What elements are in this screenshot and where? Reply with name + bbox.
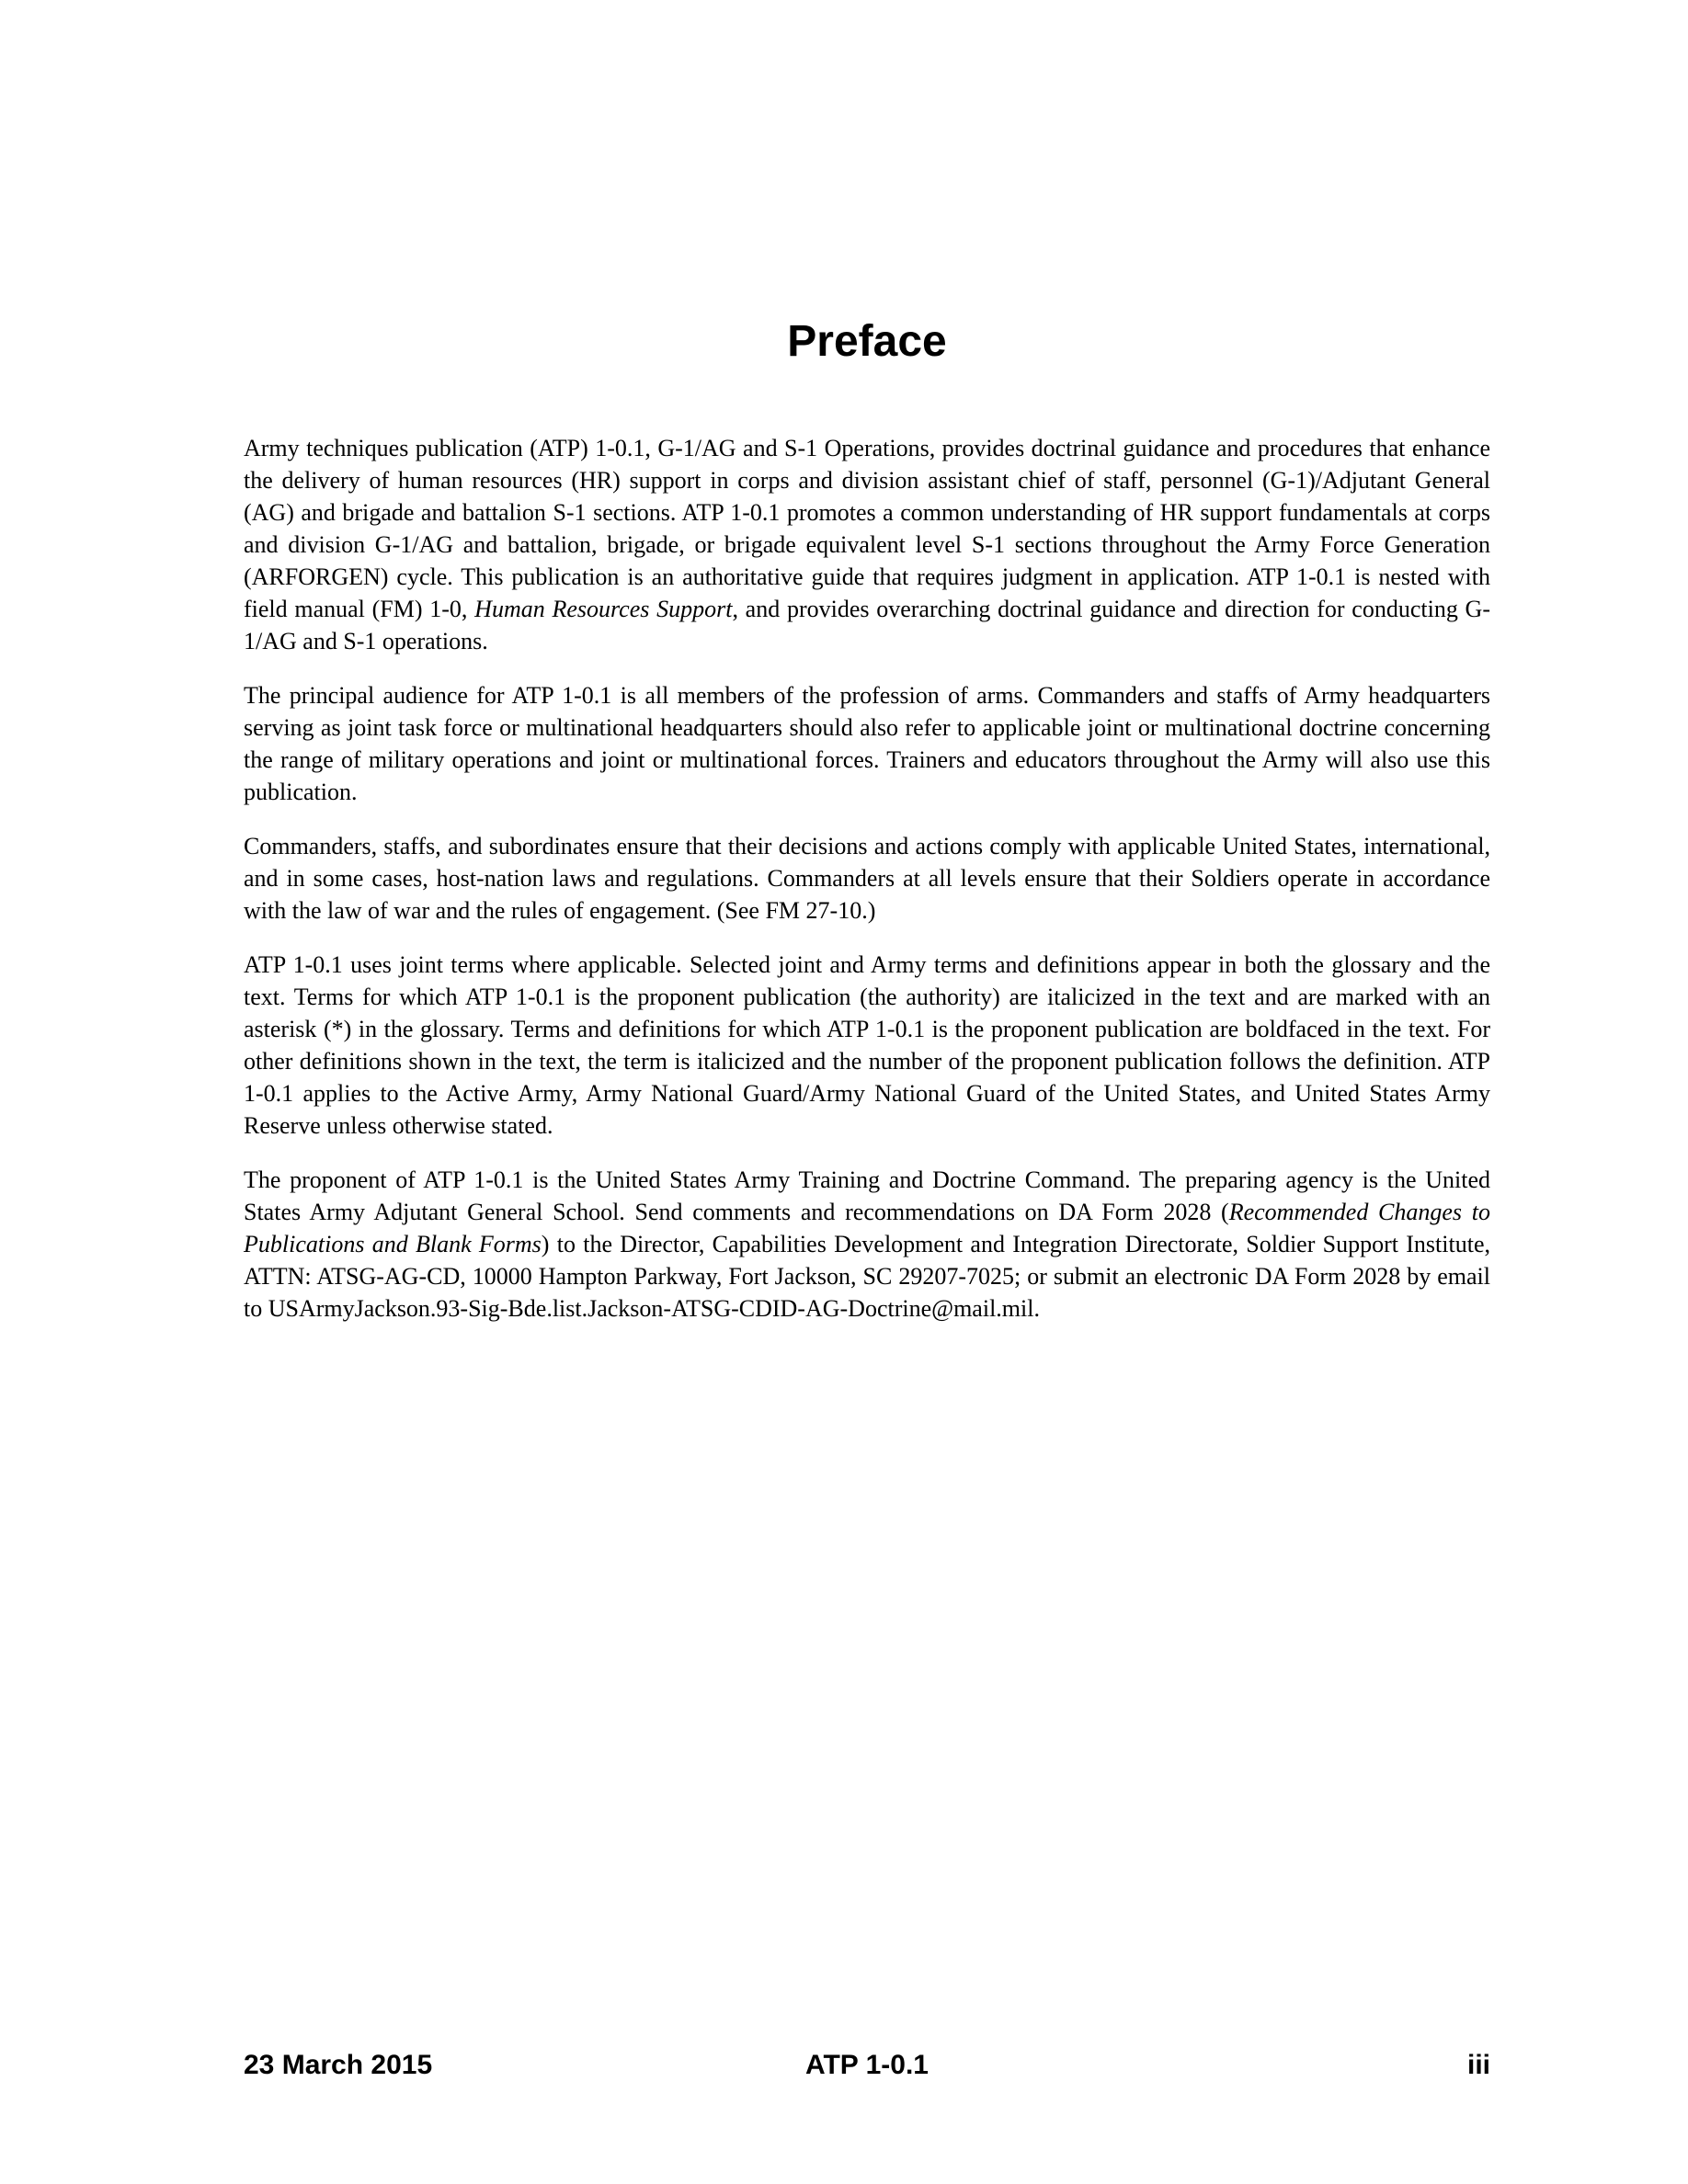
text-run: ATP 1-0.1 uses joint terms where applicable. Selected joint and Army terms and definitions appear in both the glossary and the text. Terms for which ATP 1-0.1 is the proponent publication (the authority) are italicized in the text and are marked with an asterisk (*) in the glossary. Terms and definitions for which ATP 1-0.1 is the proponent publication are boldfaced in the text. For other definitions shown in the text, the term is italicized and the number of the proponent publication follows the definition. ATP 1-0.1 applies to the Active Army, Army National Guard/Army National Guard of the United States, and United States Army Reserve unless otherwise stated. xyxy=(244,951,1490,1139)
paragraph xyxy=(244,1164,1490,1325)
text-run: The proponent of ATP 1-0.1 is the United States Army Training and Doctrine Command. The preparing agency is the United States Army Adjutant General School. Send comments and recommendations on DA Form 2028 ( xyxy=(244,1166,1490,1225)
text-run: Commanders, staffs, and subordinates ensure that their decisions and actions comply with applicable United States, international, and in some cases, host-nation laws and regulations. Commanders at all levels ensure that their Soldiers operate in accordance with the law of war and the rules of engagement. (See FM 27-10.) xyxy=(244,833,1490,924)
text-run: ) to the Director, Capabilities Development and Integration Directorate, Soldier Support Institute, ATTN: ATSG-AG-CD, 10000 Hampton Parkway, Fort Jackson, SC 29207-7025; or submit an electronic DA Form 2028 by email to USArmyJackson.93-Sig-Bde.list.Jackson-ATSG-CDID-AG-Doctrine@mail.mil. xyxy=(244,1231,1490,1322)
paragraph xyxy=(244,679,1490,808)
page-footer xyxy=(244,2050,1490,2081)
italic-text-run: Human Resources Support xyxy=(474,596,733,622)
text-run: The principal audience for ATP 1-0.1 is all members of the profession of arms. Commanders and staffs of Army headquarters serving as joint task force or multinational headquarters should also refer to applicable joint or multinational doctrine concerning the range of military operations and joint or multinational forces. Trainers and educators throughout the Army will also use this publication. xyxy=(244,682,1490,805)
footer-page-number: iii xyxy=(1466,2050,1490,2080)
paragraph xyxy=(244,830,1490,927)
paragraph xyxy=(244,949,1490,1142)
italic-text-run: Recommended Changes to Publications and Blank Forms xyxy=(244,1199,1490,1257)
footer-date: 23 March 2015 xyxy=(244,2050,433,2080)
paragraph xyxy=(244,432,1490,657)
preface-body xyxy=(244,432,1490,1347)
text-run: Army techniques publication (ATP) 1-0.1, G-1/AG and S-1 Operations, provides doctrinal guidance and procedures that enhance the delivery of human resources (HR) support in corps and division assistant chief of staff, personnel (G-1)/Adjutant General (AG) and brigade and battalion S-1 sections. ATP 1-0.1 promotes a common understanding of HR support fundamentals at corps and division G-1/AG and battalion, brigade, or brigade equivalent level S-1 sections throughout the Army Force Generation (ARFORGEN) cycle. This publication is an authoritative guide that requires judgment in application. ATP 1-0.1 is nested with field manual (FM) 1-0, xyxy=(244,435,1490,622)
footer-publication-number: ATP 1-0.1 xyxy=(805,2050,929,2080)
text-run: , and provides overarching doctrinal guidance and direction for conducting G-1/AG and S-1 operations. xyxy=(244,596,1490,654)
page-title: Preface xyxy=(787,317,947,366)
